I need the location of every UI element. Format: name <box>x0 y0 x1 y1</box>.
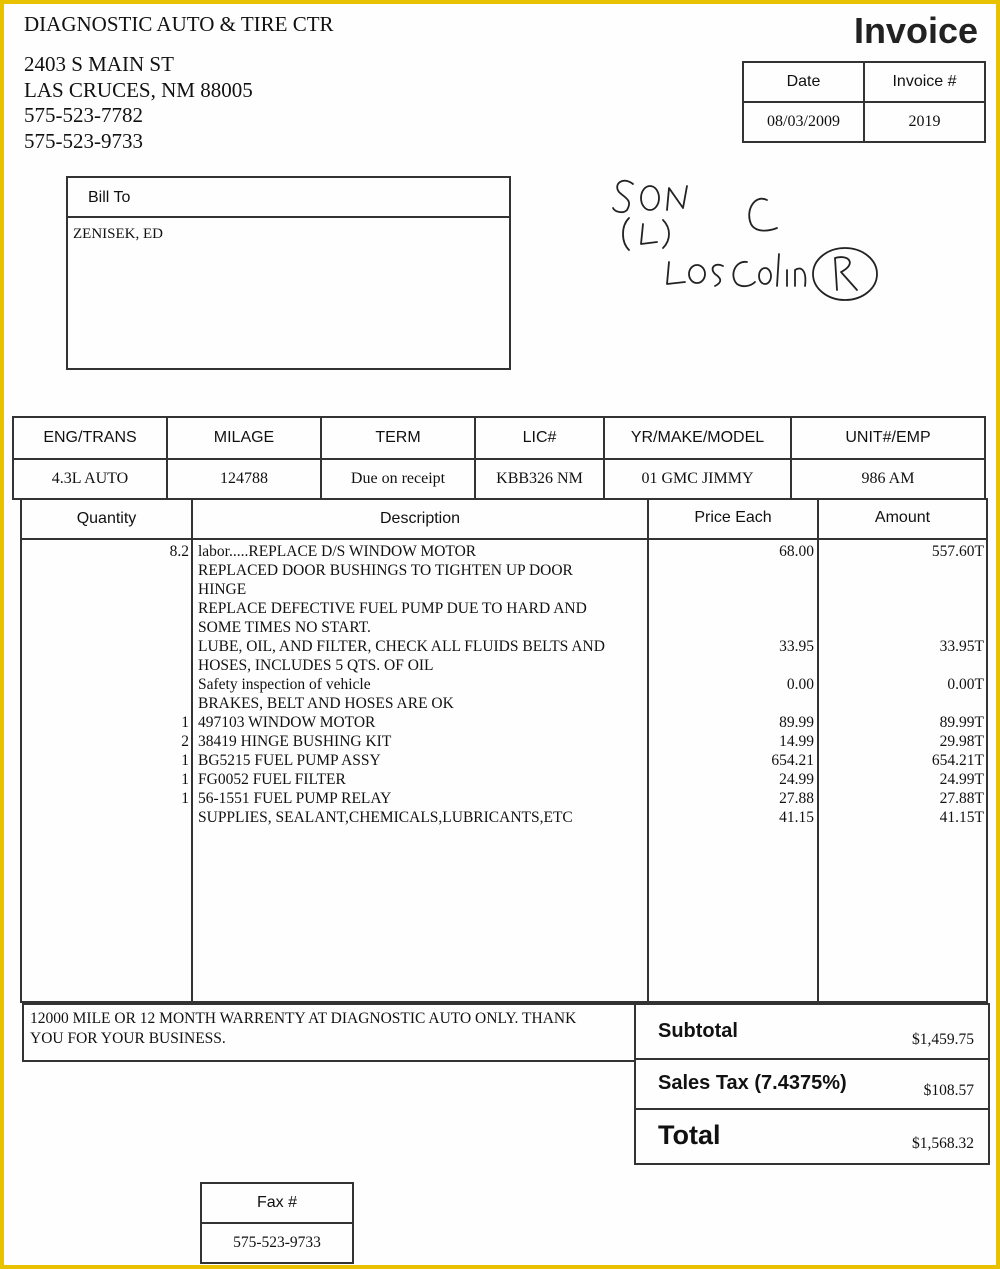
milage-header: MILAGE <box>167 417 321 459</box>
item-description: 56-1551 FUEL PUMP RELAY <box>198 790 392 807</box>
bill-to-box <box>66 176 511 370</box>
handwritten-note <box>605 170 895 310</box>
invoice-title: Invoice <box>853 10 978 51</box>
table-row <box>22 808 986 827</box>
yr-make-model-header: YR/MAKE/MODEL <box>604 417 791 459</box>
item-price: 27.88 <box>779 790 814 807</box>
table-row <box>22 656 986 675</box>
item-description: FG0052 FUEL FILTER <box>198 771 346 788</box>
item-description: 38419 HINGE BUSHING KIT <box>198 733 392 750</box>
eng-trans-header: ENG/TRANS <box>13 417 167 459</box>
company-address <box>24 52 253 154</box>
unit-emp-value: 986 AM <box>791 459 985 499</box>
item-amount: 557.60T <box>931 543 984 560</box>
item-description: 497103 WINDOW MOTOR <box>198 714 376 731</box>
item-description: LUBE, OIL, AND FILTER, CHECK ALL FLUIDS BELTS AND <box>198 638 605 655</box>
amount-header: Amount <box>874 509 931 526</box>
table-row <box>22 599 986 618</box>
item-quantity: 1 <box>181 790 189 807</box>
item-description: REPLACE DEFECTIVE FUEL PUMP DUE TO HARD AND <box>198 600 587 617</box>
warranty-line-2: YOU FOR YOUR BUSINESS. <box>30 1030 226 1047</box>
item-price: 0.00 <box>786 676 814 693</box>
lic-value: KBB326 NM <box>475 459 604 499</box>
company-city: LAS CRUCES, NM 88005 <box>24 77 253 102</box>
company-phone-1: 575-523-7782 <box>24 103 143 127</box>
item-description: SOME TIMES NO START. <box>198 619 371 636</box>
invoice-header-table <box>742 61 986 143</box>
item-description: SUPPLIES, SEALANT,CHEMICALS,LUBRICANTS,ETC <box>198 809 573 826</box>
table-row <box>22 542 986 561</box>
item-description: BRAKES, BELT AND HOSES ARE OK <box>198 695 454 712</box>
price-each-header: Price Each <box>694 509 772 526</box>
total-box <box>634 1108 990 1165</box>
invoice-number: 2019 <box>864 102 985 142</box>
item-quantity: 1 <box>181 714 189 731</box>
line-items-table <box>20 498 988 1003</box>
item-amount: 29.98T <box>939 733 984 750</box>
table-row <box>22 675 986 694</box>
company-name: DIAGNOSTIC AUTO & TIRE CTR <box>24 12 334 36</box>
table-row <box>22 789 986 808</box>
warranty-note <box>22 1003 636 1062</box>
line-items-header <box>22 500 986 540</box>
unit-emp-header: UNIT#/EMP <box>791 417 985 459</box>
term-value: Due on receipt <box>321 459 475 499</box>
item-price: 68.00 <box>779 543 814 560</box>
quantity-header: Quantity <box>76 510 137 527</box>
total-value: $1,568.32 <box>912 1135 974 1152</box>
sales-tax-box <box>634 1058 990 1110</box>
item-price: 14.99 <box>779 733 814 750</box>
item-description: BG5215 FUEL PUMP ASSY <box>198 752 381 769</box>
vehicle-info-table <box>12 416 986 500</box>
subtotal-box <box>634 1003 990 1060</box>
company-phone-2: 575-523-9733 <box>24 128 143 153</box>
table-row <box>22 732 986 751</box>
eng-trans-value: 4.3L AUTO <box>13 459 167 499</box>
table-row <box>22 713 986 732</box>
invoice-date: 08/03/2009 <box>743 102 864 142</box>
item-amount: 89.99T <box>939 714 984 731</box>
sales-tax-value: $108.57 <box>923 1082 974 1099</box>
item-amount: 654.21T <box>931 752 984 769</box>
table-row <box>22 770 986 789</box>
item-quantity: 1 <box>181 771 189 788</box>
lic-header: LIC# <box>475 417 604 459</box>
item-price: 41.15 <box>779 809 814 826</box>
table-row <box>22 580 986 599</box>
table-row <box>22 561 986 580</box>
bill-to-name: ZENISEK, ED <box>73 226 163 242</box>
total-label: Total <box>658 1120 721 1150</box>
item-description: HOSES, INCLUDES 5 QTS. OF OIL <box>198 657 434 674</box>
milage-value: 124788 <box>167 459 321 499</box>
subtotal-label: Subtotal <box>658 1020 738 1042</box>
table-row <box>22 637 986 656</box>
warranty-line-1: 12000 MILE OR 12 MONTH WARRENTY AT DIAGNOSTIC AUTO ONLY. THANK <box>30 1010 577 1027</box>
description-header: Description <box>379 510 461 527</box>
fax-label: Fax # <box>201 1183 353 1223</box>
item-amount: 33.95T <box>939 638 984 655</box>
item-description: HINGE <box>198 581 247 598</box>
company-street: 2403 S MAIN ST <box>24 52 174 76</box>
item-amount: 27.88T <box>939 790 984 807</box>
bill-to-label: Bill To <box>68 178 509 218</box>
item-quantity: 8.2 <box>169 543 189 560</box>
sales-tax-label: Sales Tax (7.4375%) <box>658 1072 847 1094</box>
fax-box <box>200 1182 354 1264</box>
invoice-number-label: Invoice # <box>864 62 985 102</box>
item-quantity: 1 <box>181 752 189 769</box>
item-description: Safety inspection of vehicle <box>198 676 371 693</box>
item-amount: 0.00T <box>947 676 984 693</box>
term-header: TERM <box>321 417 475 459</box>
subtotal-value: $1,459.75 <box>912 1031 974 1048</box>
item-quantity: 2 <box>181 733 189 750</box>
yr-make-model-value: 01 GMC JIMMY <box>604 459 791 499</box>
date-label: Date <box>743 62 864 102</box>
item-price: 89.99 <box>779 714 814 731</box>
item-description: REPLACED DOOR BUSHINGS TO TIGHTEN UP DOOR <box>198 562 573 579</box>
item-price: 33.95 <box>779 638 814 655</box>
table-row <box>22 694 986 713</box>
table-row <box>22 618 986 637</box>
table-row <box>22 751 986 770</box>
item-description: labor.....REPLACE D/S WINDOW MOTOR <box>198 543 477 560</box>
item-price: 654.21 <box>771 752 814 769</box>
fax-number: 575-523-9733 <box>201 1223 353 1263</box>
item-amount: 24.99T <box>939 771 984 788</box>
item-amount: 41.15T <box>939 809 984 826</box>
item-price: 24.99 <box>779 771 814 788</box>
